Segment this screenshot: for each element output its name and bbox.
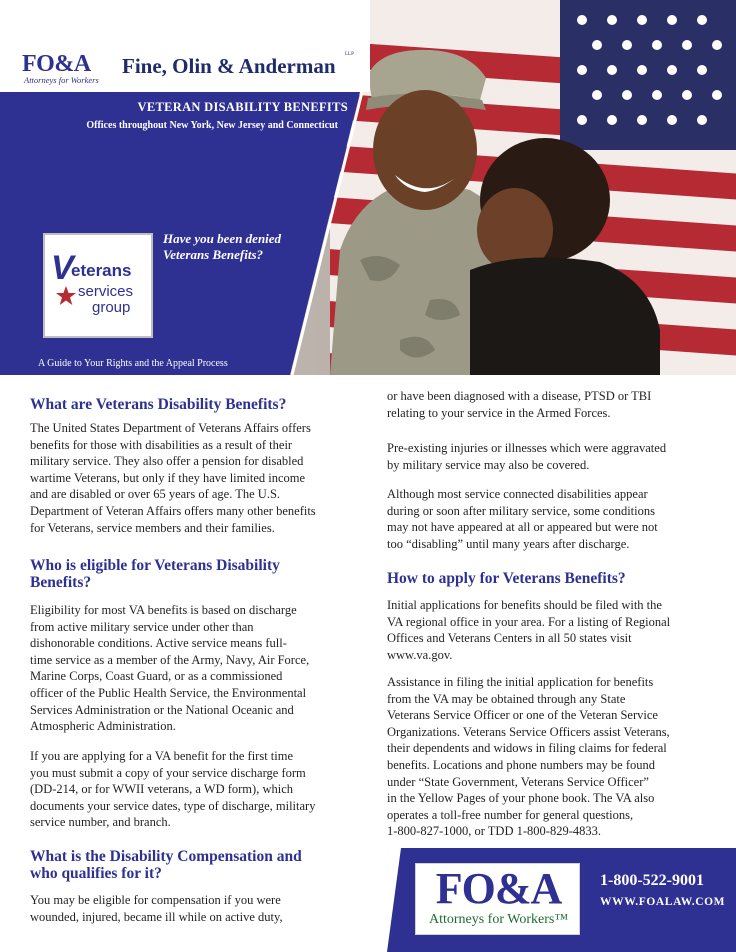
- text-line: You may be eligible for compensation if you were: [30, 893, 281, 907]
- text-line: If you are applying for a VA benefit for the first time: [30, 749, 294, 763]
- text-line: Pre-existing injuries or illnesses which were aggravated: [387, 441, 667, 455]
- text-line: relating to your service in the Armed Forces.: [387, 405, 611, 420]
- logo-mark: FO&A: [22, 51, 91, 77]
- para-what: [30, 420, 352, 536]
- text-line: their dependents and widows in filing claims for federal: [387, 741, 667, 756]
- footer-contact: [387, 848, 736, 952]
- text-line: Marine Corps, Coast Guard, or as a commissioned: [30, 669, 283, 684]
- firm-suffix: LLP: [345, 52, 354, 57]
- heading-who-1: Who is eligible for Veterans Disability: [30, 557, 280, 574]
- vsg-line-3: group: [92, 299, 131, 316]
- text-line: The United States Department of Veterans Affairs offers: [30, 421, 311, 435]
- header-banner: [0, 0, 736, 375]
- phone-number[interactable]: 1-800-522-9001: [600, 872, 704, 889]
- para-apply-2: [387, 674, 709, 840]
- text-line: during or soon after military service, some conditions: [387, 503, 655, 518]
- para-who-2: [30, 748, 352, 831]
- page-title: VETERAN DISABILITY BENEFITS: [137, 100, 348, 114]
- text-line: Although most service connected disabilities appear: [387, 487, 648, 501]
- text-line: (DD-214, or for WWII veterans, a WD form), which: [30, 782, 293, 797]
- text-line: from the VA may be obtained through any State: [387, 691, 626, 706]
- text-line: Department of Veteran Affairs offers many other benefits: [30, 503, 316, 518]
- text-line: Organizations. Veterans Service Officers assist Veterans,: [387, 724, 670, 739]
- text-line: wartime Veterans, but only if they have limited income: [30, 470, 306, 485]
- text-line: in the Yellow Pages of your phone book. The VA also: [387, 791, 655, 806]
- firm-name: Fine, Olin & Anderman: [122, 54, 336, 78]
- text-line: wounded, injured, became ill while on active duty,: [30, 909, 283, 924]
- heading-what: What are Veterans Disability Benefits?: [30, 396, 287, 413]
- text-line: www.va.gov.: [387, 647, 453, 662]
- heading-compensation-1: What is the Disability Compensation and: [30, 848, 302, 865]
- text-line: 1-800-827-1000, or TDD 1-800-829-4833.: [387, 824, 601, 839]
- text-line: benefits. Locations and phone numbers may be found: [387, 757, 655, 772]
- text-line: military service. They also offer a pension for disabled: [30, 454, 304, 469]
- heading-compensation-2: who qualifies for it?: [30, 865, 162, 882]
- text-line: under “State Government, Veterans Service Officer”: [387, 774, 649, 789]
- text-line: by military service may also be covered.: [387, 457, 590, 472]
- text-line: Services Administration or the National Oceanic and: [30, 702, 294, 717]
- footer-logo-tagline: Attorneys for Workers™: [428, 912, 569, 927]
- question-line-1: Have you been denied: [163, 231, 282, 246]
- page-subtitle: Offices throughout New York, New Jersey and Connecticut: [86, 120, 338, 131]
- text-line: or have been diagnosed with a disease, PTSD or TBI: [387, 389, 652, 403]
- text-line: operates a toll-free number for general questions,: [387, 807, 634, 822]
- text-line: officer of the Public Health Service, the Environmental: [30, 685, 307, 700]
- para-right-1: [387, 388, 709, 421]
- para-right-3: [387, 486, 709, 552]
- text-line: and are disabled or over 65 years of age. The U.S.: [30, 487, 281, 502]
- text-line: service number, and branch.: [30, 815, 171, 830]
- vsg-letter: V: [51, 249, 74, 287]
- footer-logo: [415, 863, 580, 935]
- heading-apply: How to apply for Veterans Benefits?: [387, 570, 626, 587]
- text-line: Assistance in filing the initial application for benefits: [387, 675, 654, 689]
- text-line: Initial applications for benefits should be filed with the: [387, 598, 662, 612]
- para-compensation: [30, 892, 352, 925]
- star-icon: [55, 285, 77, 307]
- website-link[interactable]: WWW.FOALAW.COM: [600, 896, 726, 908]
- text-line: Eligibility for most VA benefits is based on discharge: [30, 603, 297, 617]
- text-line: VA regional office in your area. For a listing of Regional: [387, 614, 671, 629]
- footer-logo-mark: FO&A: [435, 864, 562, 913]
- question-line-2: Veterans Benefits?: [163, 247, 264, 262]
- text-line: Offices and Veterans Centers in all 50 states visit: [387, 631, 632, 646]
- para-right-2: [387, 440, 709, 473]
- para-apply-1: [387, 597, 709, 663]
- para-who-1: [30, 602, 352, 735]
- vsg-line-2: services: [78, 283, 134, 300]
- vsg-line-1: eterans: [71, 261, 132, 280]
- heading-who-2: Benefits?: [30, 574, 92, 591]
- veterans-services-group-logo: [43, 233, 153, 338]
- text-line: too “disabling” until many years after discharge.: [387, 536, 630, 551]
- text-line: for Veterans, service members and their families.: [30, 520, 275, 535]
- text-line: you must submit a copy of your service discharge form: [30, 765, 306, 780]
- text-line: benefits for those with disabilities as a result of their: [30, 437, 293, 452]
- text-line: dishonorable conditions. Active service means full-: [30, 636, 287, 651]
- text-line: may not have appeared at all or appeared but were not: [387, 520, 658, 535]
- text-line: time service as a member of the Army, Navy, Air Force,: [30, 652, 310, 667]
- text-line: documents your service dates, type of discharge, military: [30, 798, 316, 813]
- logo-tagline: Attorneys for Workers: [24, 75, 99, 85]
- guide-caption: A Guide to Your Rights and the Appeal Process: [38, 358, 228, 369]
- firm-logo: [22, 52, 362, 86]
- text-line: Veterans Service Officer or one of the Veteran Service: [387, 708, 658, 723]
- text-line: from active military service under other than: [30, 619, 254, 634]
- text-line: Atmospheric Administration.: [30, 719, 176, 734]
